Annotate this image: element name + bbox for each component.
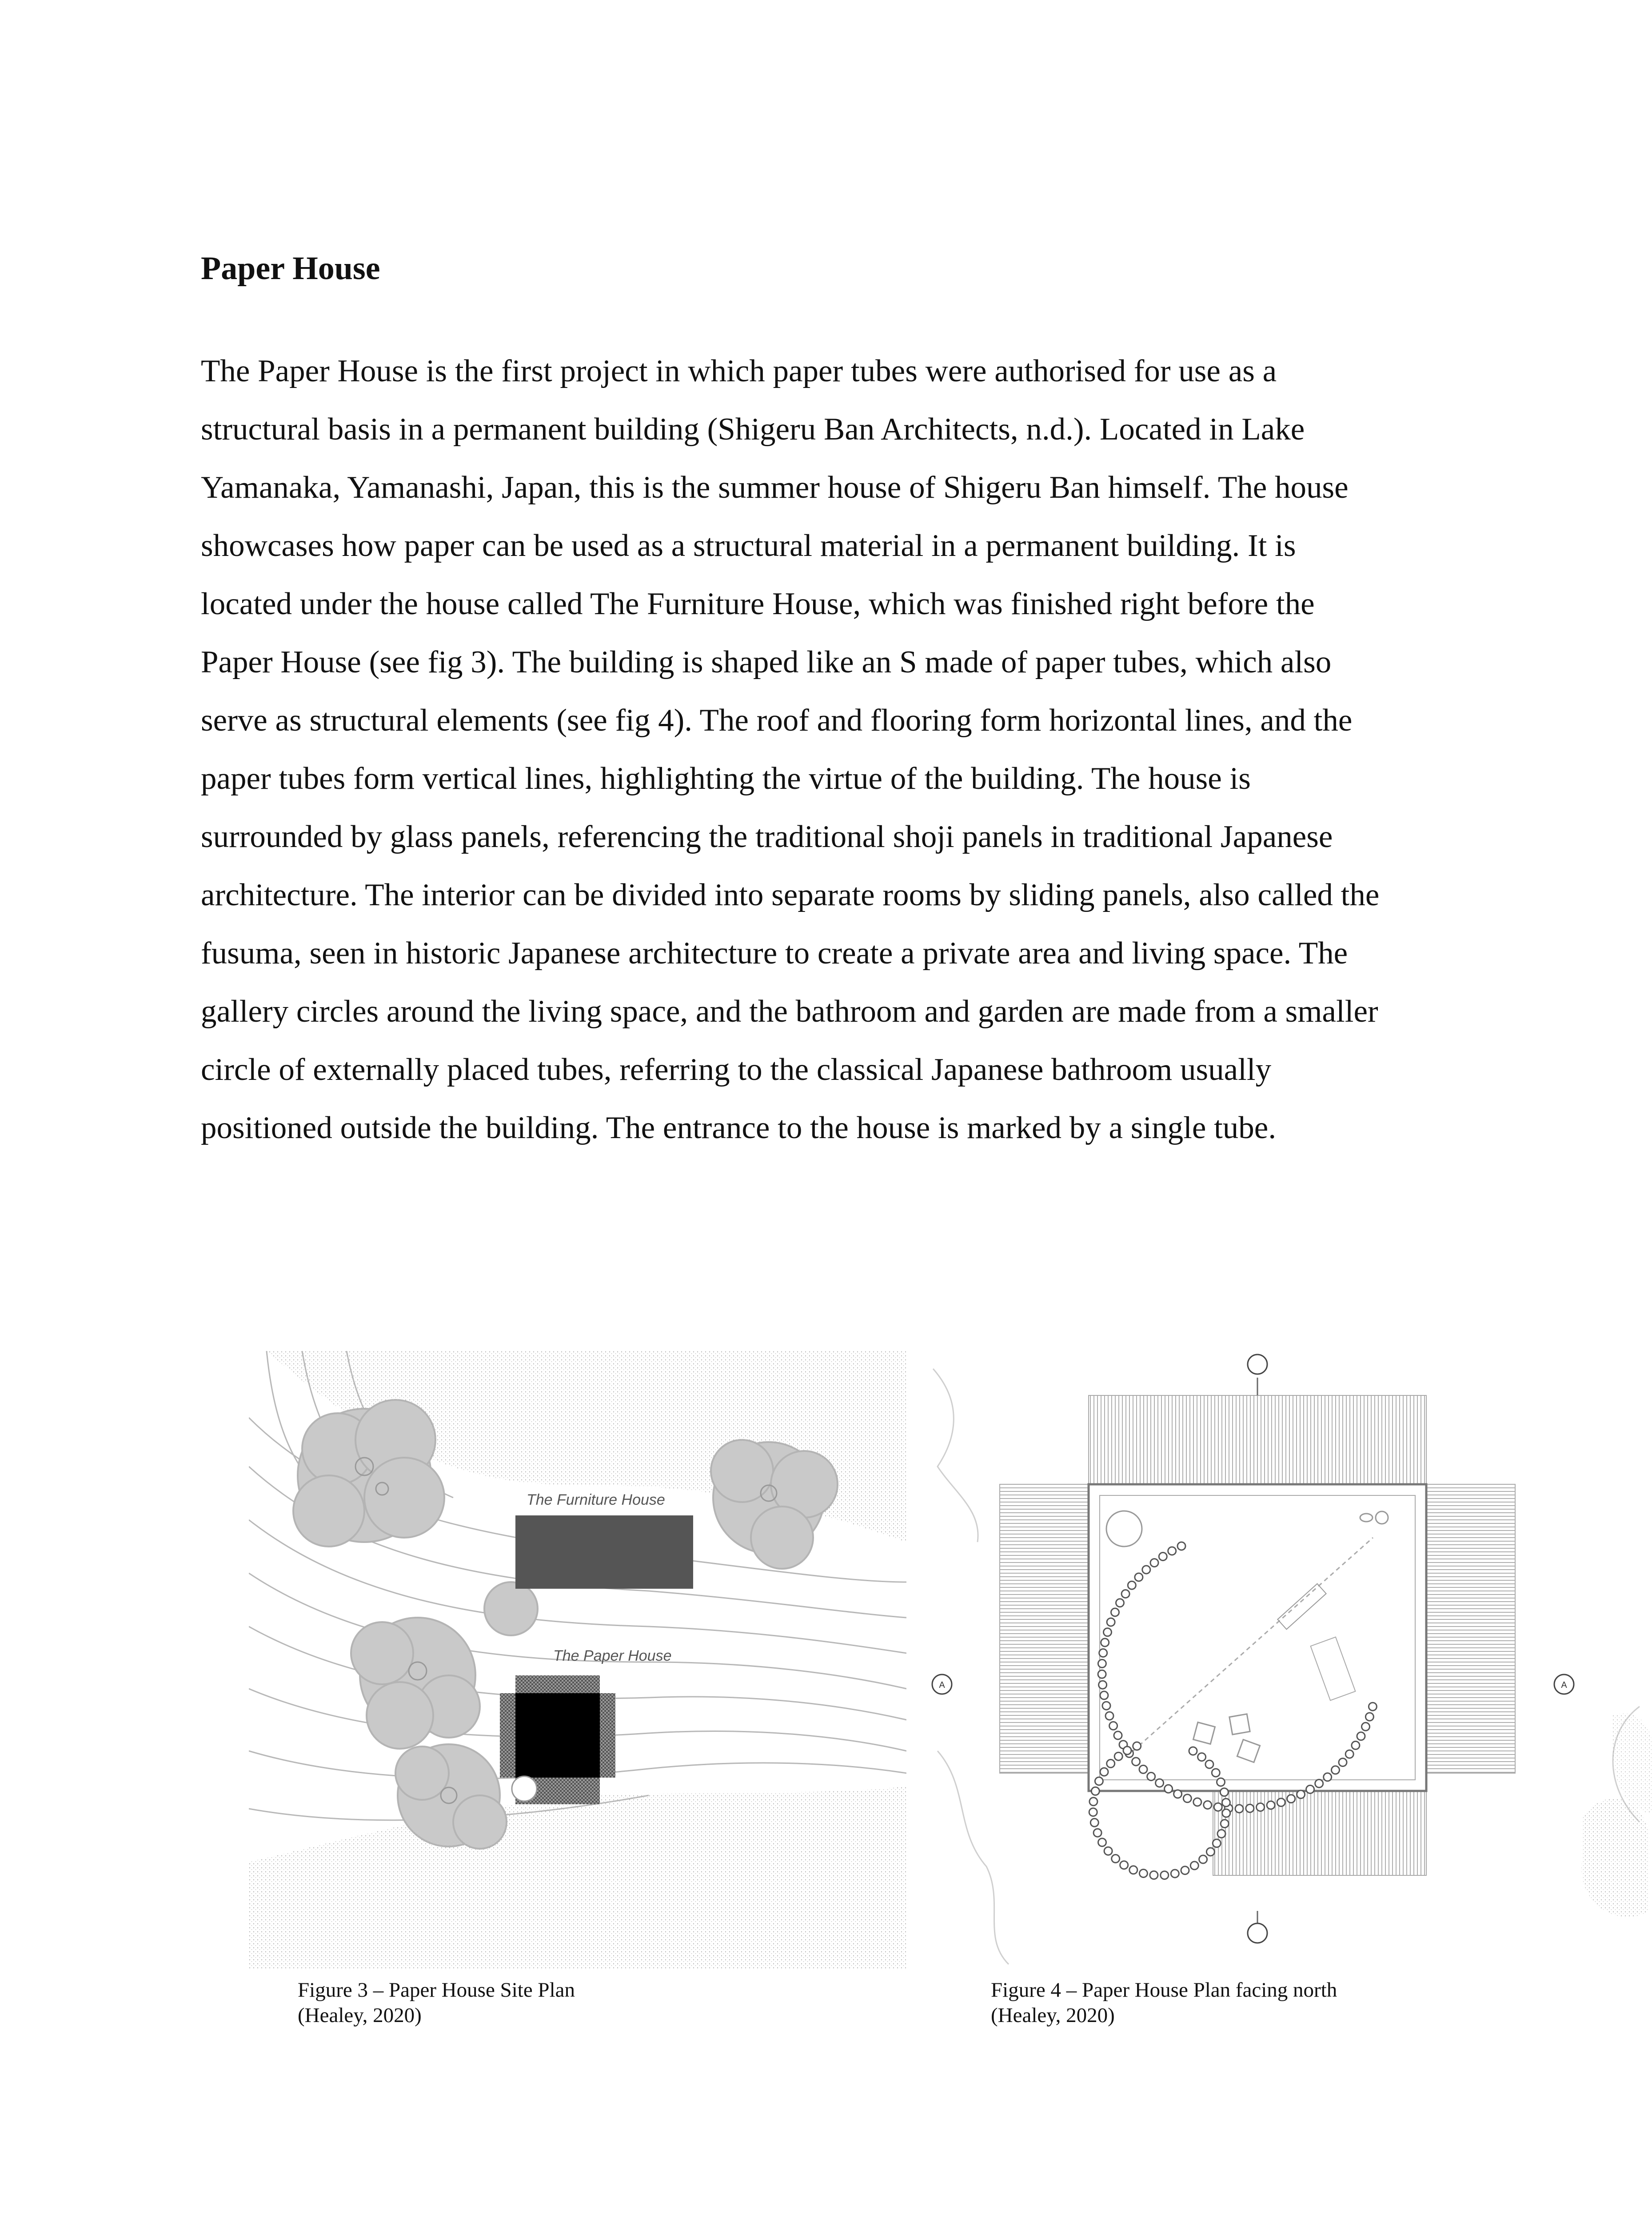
body-line: Yamanaka, Yamanashi, Japan, this is the summer house of Shigeru Ban himself. The house	[201, 470, 1349, 505]
paper-tube	[1105, 1712, 1113, 1720]
paper-tube	[1217, 1830, 1225, 1838]
paper-tube	[1098, 1659, 1106, 1667]
paper-tube	[1095, 1777, 1103, 1785]
paper-tube	[1190, 1862, 1198, 1870]
caption-line: (Healey, 2020)	[991, 2004, 1115, 2027]
paper-tube	[1277, 1798, 1285, 1806]
paper-tube	[1165, 1785, 1173, 1793]
paper-tube	[1352, 1741, 1360, 1749]
paper-tube	[1339, 1758, 1347, 1766]
body-line: positioned outside the building. The entrance to the house is marked by a single tube.	[201, 1111, 1277, 1145]
paper-tube	[1104, 1628, 1112, 1636]
paper-tube	[1324, 1773, 1332, 1781]
paper-tube	[1139, 1765, 1147, 1773]
paper-tube	[1198, 1753, 1206, 1761]
paper-tube	[1332, 1766, 1340, 1774]
body-line: architecture. The interior can be divided into separate rooms by sliding panels, also called the	[201, 878, 1380, 912]
paper-tube	[1099, 1681, 1107, 1689]
section-marker-label: A	[1561, 1680, 1567, 1690]
caption-line: Figure 3 – Paper House Site Plan	[298, 1978, 575, 2002]
paper-tube	[1306, 1785, 1314, 1793]
paper-tube	[1189, 1747, 1197, 1755]
paper-tube	[1090, 1818, 1098, 1826]
paper-tube	[1297, 1790, 1305, 1798]
paper-tube	[1132, 1758, 1140, 1766]
paper-tube	[1193, 1798, 1201, 1806]
section-marker-label: A	[939, 1680, 945, 1690]
paper-tube	[1246, 1804, 1254, 1812]
section-title: Paper House	[201, 250, 380, 287]
paper-tube	[1112, 1854, 1120, 1862]
paper-tube	[1220, 1788, 1228, 1796]
floor-plan-figure	[929, 1351, 1652, 1969]
paper-house-label: The Paper House	[553, 1647, 672, 1664]
paper-tube	[1345, 1750, 1353, 1758]
body-line: serve as structural elements (see fig 4). The roof and flooring form horizontal lines, and the	[201, 703, 1353, 738]
paper-tube	[1091, 1787, 1099, 1795]
paper-tube	[1120, 1861, 1128, 1869]
furniture-house-block	[515, 1515, 693, 1589]
body-line: showcases how paper can be used as a structural material in a permanent building. It is	[201, 528, 1296, 563]
paper-tube	[1267, 1801, 1275, 1809]
body-line: paper tubes form vertical lines, highlighting the virtue of the building. The house is	[201, 761, 1251, 796]
paper-tube	[1222, 1809, 1230, 1817]
paper-tube	[1133, 1742, 1141, 1750]
paper-tube	[1114, 1752, 1122, 1760]
paper-tube	[1214, 1803, 1222, 1811]
caption-line: (Healey, 2020)	[298, 2004, 422, 2027]
paper-tube	[1111, 1608, 1119, 1616]
body-line: structural basis in a permanent building (Shigeru Ban Architects, n.d.). Located in Lake	[201, 412, 1305, 447]
body-line: gallery circles around the living space, and the bathroom and garden are made from a smaller	[201, 994, 1378, 1029]
paper-tube	[1181, 1866, 1189, 1874]
paper-tube	[1116, 1599, 1124, 1607]
figure-3-caption	[298, 1978, 575, 2028]
paper-tube	[1142, 1566, 1150, 1574]
paper-tube	[1161, 1871, 1169, 1879]
paper-tube	[1135, 1573, 1143, 1581]
body-line: Paper House (see fig 3). The building is shaped like an S made of paper tubes, which also	[201, 645, 1332, 679]
paper-tube	[1204, 1801, 1212, 1809]
paper-tube	[1159, 1553, 1167, 1561]
paper-tube	[1104, 1847, 1112, 1855]
body-line: The Paper House is the first project in which paper tubes were authorised for use as a	[201, 354, 1277, 388]
paper-tube	[1365, 1713, 1373, 1721]
paper-tube	[1121, 1590, 1129, 1598]
paper-tube	[1139, 1870, 1147, 1878]
body-paragraph	[201, 342, 1489, 1157]
paper-tube	[1100, 1691, 1108, 1699]
paper-tube	[1150, 1871, 1158, 1879]
paper-tube	[1205, 1760, 1213, 1768]
body-line: located under the house called The Furniture House, which was finished right before the	[201, 587, 1315, 621]
paper-tube	[1100, 1768, 1108, 1776]
figure-4-caption	[991, 1978, 1337, 2028]
paper-tube	[1212, 1769, 1220, 1777]
paper-tube	[1128, 1581, 1136, 1589]
caption-line: Figure 4 – Paper House Plan facing north	[991, 1978, 1337, 2002]
paper-tube	[1171, 1870, 1179, 1878]
paper-tube	[1174, 1790, 1182, 1798]
paper-tube	[1287, 1795, 1295, 1803]
paper-tube	[1222, 1798, 1230, 1806]
paper-tube	[1183, 1794, 1191, 1802]
paper-tube	[1147, 1773, 1155, 1781]
paper-tube	[1114, 1731, 1122, 1739]
paper-tube	[1150, 1559, 1158, 1567]
paper-tube	[1107, 1759, 1115, 1767]
paper-tube	[1213, 1839, 1221, 1847]
paper-tube	[1129, 1866, 1137, 1874]
paper-tube	[1168, 1547, 1176, 1555]
paper-tube	[1177, 1542, 1185, 1550]
paper-tube	[1093, 1829, 1101, 1837]
site-plan-figure	[249, 1351, 906, 1969]
paper-tube	[1107, 1618, 1115, 1626]
paper-tube	[1099, 1649, 1107, 1657]
body-line: circle of externally placed tubes, referring to the classical Japanese bathroom usually	[201, 1052, 1272, 1087]
paper-tube	[1357, 1732, 1365, 1740]
paper-tube	[1102, 1702, 1110, 1710]
body-line: surrounded by glass panels, referencing the traditional shoji panels in traditional Japanese	[201, 819, 1333, 854]
paper-tube	[1123, 1746, 1131, 1754]
furniture-house-label: The Furniture House	[527, 1491, 665, 1508]
paper-tube	[1315, 1779, 1323, 1787]
paper-tube	[1089, 1808, 1097, 1816]
paper-tube	[1199, 1855, 1207, 1863]
paper-tube	[1089, 1798, 1097, 1806]
paper-tube	[1221, 1820, 1229, 1828]
paper-tube	[1109, 1722, 1117, 1730]
paper-tube	[1098, 1838, 1106, 1846]
paper-tube	[1217, 1778, 1225, 1786]
paper-tube	[1101, 1639, 1109, 1647]
paper-tube	[1206, 1848, 1214, 1856]
paper-tube	[1235, 1805, 1243, 1813]
paper-tube	[1098, 1670, 1106, 1678]
paper-house-block	[515, 1693, 600, 1778]
body-line: fusuma, seen in historic Japanese architecture to create a private area and living space. The	[201, 936, 1348, 971]
paper-tube	[1369, 1702, 1377, 1710]
paper-tube	[1156, 1779, 1164, 1787]
paper-tube	[1362, 1722, 1370, 1730]
paper-tube	[1257, 1803, 1265, 1811]
